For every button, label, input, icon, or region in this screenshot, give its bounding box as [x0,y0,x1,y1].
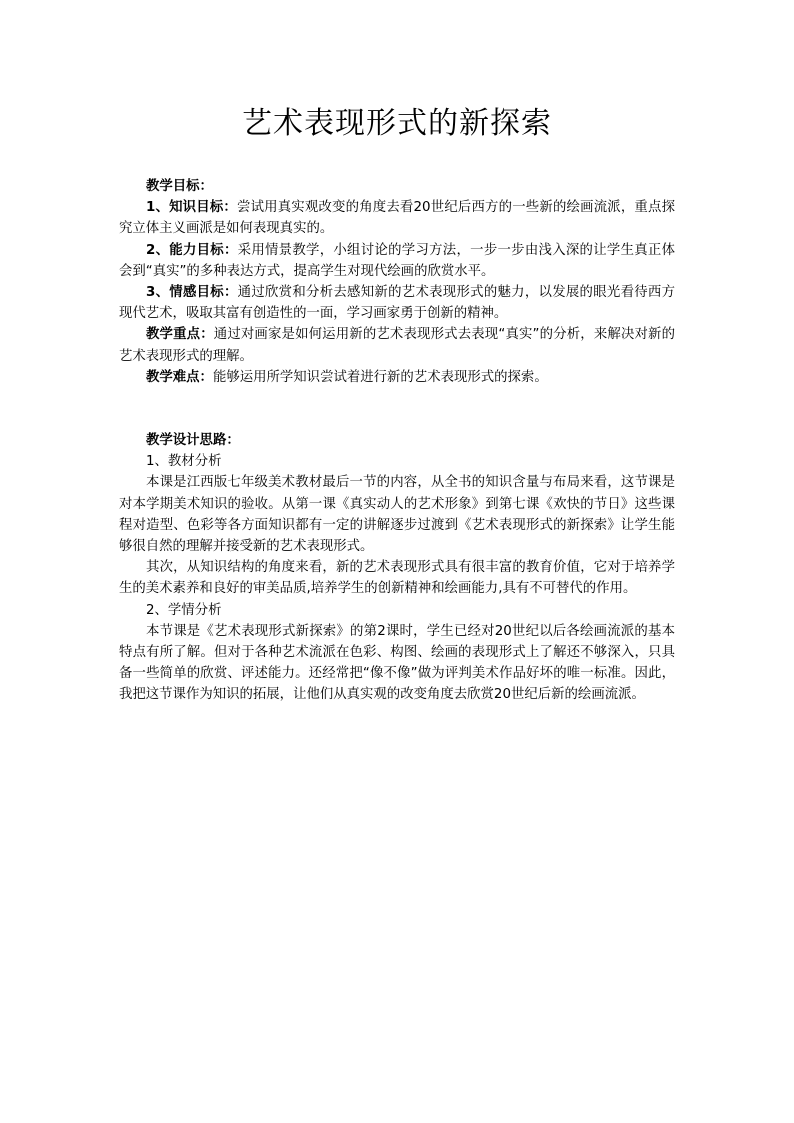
document-body [119,176,675,706]
teaching-difficulty-text: 能够运用所学知识尝试着进行新的艺术表现形式的探索。 [212,369,548,385]
section-spacer [119,388,675,430]
knowledge-objective-label: 1、知识目标： [146,200,237,216]
document-title: 艺术表现形式的新探索 [242,106,552,141]
knowledge-objective-text: 尝试用真实观改变的角度去看20世纪后西方的一些新的绘画流派，重点探究立体主义画派是如何表现真实的。 [119,200,675,237]
textbook-analysis-paragraph-2: 其次，从知识结构的角度来看，新的艺术表现形式具有很丰富的教育价值，它对于培养学生的美术素养和良好的审美品质,培养学生的创新精神和绘画能力,具有不可替代的作用。 [119,560,675,597]
teaching-difficulty-label: 教学难点： [146,369,213,385]
teaching-key-label: 教学重点： [146,327,214,343]
emotion-objective-paragraph [119,282,675,324]
teaching-key-paragraph [119,324,675,366]
textbook-analysis-title: 1、教材分析 [146,454,222,470]
objectives-heading: 教学目标： [146,179,213,194]
ability-objective-paragraph [119,240,675,282]
emotion-objective-text: 通过欣赏和分析去感知新的艺术表现形式的魅力，以发展的眼光看待西方现代艺术，吸取其富有创造性的一面，学习画家勇于创新的精神。 [119,285,675,322]
design-heading: 教学设计思路： [146,433,240,449]
ability-objective-label: 2、能力目标： [146,242,238,258]
ability-objective-text: 采用情景教学，小组讨论的学习方法，一步一步由浅入深的让学生真正体会到“真实”的多种表达方式，提高学生对现代绘画的欣赏水平。 [119,242,675,279]
learner-analysis-paragraph: 本节课是《艺术表现形式新探索》的第2课时，学生已经对20世纪以后各绘画流派的基本特点有所了解。但对于各种艺术流派在色彩、构图、绘画的表现形式上了解还不够深入，只具备一些简单的欣赏、评述能力。还经常把“像不像”做为评判美术作品好坏的唯一标准。因此，我把这节课作为知识的拓展，让他们从真实观的改变角度去欣赏20世纪后新的绘画流派。 [119,623,675,703]
knowledge-objective-paragraph [119,197,675,239]
textbook-analysis-paragraph-1: 本课是江西版七年级美术教材最后一节的内容，从全书的知识含量与布局来看，这节课是对本学期美术知识的验收。从第一课《真实动人的艺术形象》到第七课《欢快的节日》这些课程对造型、色彩等各方面知识都有一定的讲解逐步过渡到《艺术表现形式的新探索》让学生能够很自然的理解并接受新的艺术表现形式。 [119,475,675,555]
teaching-difficulty-paragraph [119,367,675,388]
emotion-objective-label: 3、情感目标： [146,285,238,301]
learner-analysis-title: 2、学情分析 [146,602,222,618]
teaching-key-text: 通过对画家是如何运用新的艺术表现形式去表现“真实”的分析，来解决对新的艺术表现形式的理解。 [119,327,676,364]
